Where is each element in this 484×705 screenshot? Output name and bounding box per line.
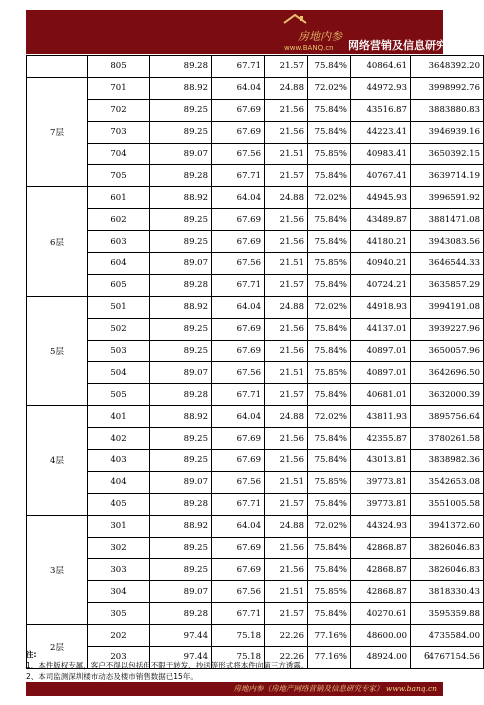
unit-price-cell: 42868.87: [351, 581, 411, 603]
header-title: 网络营销及信息研究专家: [348, 39, 469, 52]
total-price-cell: 4735584.00: [411, 625, 484, 647]
shared-area-cell: 21.51: [265, 581, 308, 603]
area-cell: 89.28: [150, 56, 212, 78]
unit-price-cell: 42355.87: [351, 428, 411, 450]
notes-section: [26, 649, 443, 681]
inner-area-cell: 67.56: [212, 581, 265, 603]
shared-area-cell: 22.26: [265, 647, 308, 669]
total-price-cell: 3826046.83: [411, 537, 484, 559]
total-price-cell: 3650057.96: [411, 340, 484, 362]
shared-area-cell: 21.56: [265, 559, 308, 581]
floor-cell: 6层: [27, 187, 88, 296]
ratio-cell: 75.84%: [308, 209, 351, 231]
area-cell: 89.07: [150, 581, 212, 603]
shared-area-cell: 21.56: [265, 231, 308, 253]
inner-area-cell: 64.04: [212, 77, 265, 99]
area-cell: 89.25: [150, 428, 212, 450]
area-cell: 89.25: [150, 99, 212, 121]
total-price-cell: 3826046.83: [411, 559, 484, 581]
total-price-cell: 3883880.83: [411, 99, 484, 121]
shared-area-cell: 21.56: [265, 450, 308, 472]
unit-price-cell: 40724.21: [351, 274, 411, 296]
unit-price-cell: 39773.81: [351, 471, 411, 493]
ratio-cell: 72.02%: [308, 515, 351, 537]
inner-area-cell: 67.56: [212, 471, 265, 493]
table-row: [27, 384, 484, 406]
total-price-cell: 3780261.58: [411, 428, 484, 450]
ratio-cell: 77.16%: [308, 647, 351, 669]
table-row: [27, 231, 484, 253]
ratio-cell: 75.85%: [308, 253, 351, 275]
table-row: [27, 143, 484, 165]
unit-sales-table: [26, 55, 484, 669]
ratio-cell: 72.02%: [308, 187, 351, 209]
area-cell: 89.28: [150, 165, 212, 187]
shared-area-cell: 24.88: [265, 296, 308, 318]
floor-cell: 2层: [27, 625, 88, 669]
ratio-cell: 75.84%: [308, 165, 351, 187]
table-row: [27, 318, 484, 340]
unit-cell: 304: [88, 581, 150, 603]
ratio-cell: 75.84%: [308, 340, 351, 362]
total-price-cell: 3642696.50: [411, 362, 484, 384]
unit-cell: 202: [88, 625, 150, 647]
table-row: [27, 362, 484, 384]
ratio-cell: 75.84%: [308, 450, 351, 472]
floor-cell: 3层: [27, 515, 88, 624]
page-footer: [26, 682, 443, 696]
shared-area-cell: 21.56: [265, 537, 308, 559]
inner-area-cell: 67.69: [212, 559, 265, 581]
area-cell: 97.44: [150, 625, 212, 647]
unit-cell: 503: [88, 340, 150, 362]
table-row: [27, 581, 484, 603]
inner-area-cell: 67.71: [212, 56, 265, 78]
ratio-cell: 75.85%: [308, 581, 351, 603]
area-cell: 88.92: [150, 77, 212, 99]
inner-area-cell: 67.69: [212, 318, 265, 340]
inner-area-cell: 67.56: [212, 253, 265, 275]
unit-price-cell: 40270.61: [351, 603, 411, 625]
floor-cell: [27, 56, 88, 78]
inner-area-cell: 64.04: [212, 187, 265, 209]
area-cell: 89.25: [150, 209, 212, 231]
table-row: [27, 274, 484, 296]
area-cell: 88.92: [150, 515, 212, 537]
inner-area-cell: 67.69: [212, 340, 265, 362]
area-cell: 88.92: [150, 406, 212, 428]
ratio-cell: 75.84%: [308, 493, 351, 515]
table-row: [27, 99, 484, 121]
table-row: [27, 209, 484, 231]
total-price-cell: 3996591.92: [411, 187, 484, 209]
total-price-cell: 3646544.33: [411, 253, 484, 275]
table-row: [27, 471, 484, 493]
table-row: [27, 165, 484, 187]
unit-cell: 305: [88, 603, 150, 625]
unit-price-cell: 48924.00: [351, 647, 411, 669]
unit-price-cell: 44972.93: [351, 77, 411, 99]
inner-area-cell: 67.69: [212, 121, 265, 143]
total-price-cell: 3998992.76: [411, 77, 484, 99]
area-cell: 97.44: [150, 647, 212, 669]
inner-area-cell: 67.71: [212, 274, 265, 296]
shared-area-cell: 21.57: [265, 493, 308, 515]
unit-cell: 502: [88, 318, 150, 340]
unit-price-cell: 39773.81: [351, 493, 411, 515]
table-row: [27, 187, 484, 209]
unit-price-cell: 42868.87: [351, 559, 411, 581]
table-row: [27, 340, 484, 362]
table-row: [27, 406, 484, 428]
unit-price-cell: 40681.01: [351, 384, 411, 406]
unit-cell: 605: [88, 274, 150, 296]
unit-cell: 301: [88, 515, 150, 537]
shared-area-cell: 21.51: [265, 471, 308, 493]
shared-area-cell: 21.56: [265, 209, 308, 231]
ratio-cell: 75.84%: [308, 428, 351, 450]
unit-price-cell: 42868.87: [351, 537, 411, 559]
inner-area-cell: 64.04: [212, 296, 265, 318]
unit-cell: 302: [88, 537, 150, 559]
shared-area-cell: 21.57: [265, 274, 308, 296]
unit-cell: 701: [88, 77, 150, 99]
unit-cell: 404: [88, 471, 150, 493]
shared-area-cell: 21.56: [265, 121, 308, 143]
table-body: [27, 56, 484, 669]
area-cell: 89.07: [150, 362, 212, 384]
shared-area-cell: 21.57: [265, 56, 308, 78]
inner-area-cell: 67.69: [212, 99, 265, 121]
inner-area-cell: 75.18: [212, 625, 265, 647]
shared-area-cell: 24.88: [265, 187, 308, 209]
unit-price-cell: 48600.00: [351, 625, 411, 647]
unit-cell: 705: [88, 165, 150, 187]
inner-area-cell: 64.04: [212, 515, 265, 537]
ratio-cell: 75.84%: [308, 121, 351, 143]
shared-area-cell: 21.57: [265, 603, 308, 625]
footer-text: 房地内参（房地产网络营销及信息研究专家） www.banq.cn: [233, 684, 437, 693]
unit-price-cell: 40767.41: [351, 165, 411, 187]
unit-price-cell: 40897.01: [351, 362, 411, 384]
unit-cell: 403: [88, 450, 150, 472]
unit-price-cell: 40983.41: [351, 143, 411, 165]
unit-price-cell: 44945.93: [351, 187, 411, 209]
area-cell: 89.07: [150, 143, 212, 165]
unit-cell: 805: [88, 56, 150, 78]
total-price-cell: 4767154.56: [411, 647, 484, 669]
ratio-cell: 72.02%: [308, 77, 351, 99]
unit-price-cell: 44137.01: [351, 318, 411, 340]
inner-area-cell: 67.56: [212, 143, 265, 165]
inner-area-cell: 67.71: [212, 603, 265, 625]
table-row: [27, 537, 484, 559]
shared-area-cell: 24.88: [265, 77, 308, 99]
ratio-cell: 77.16%: [308, 625, 351, 647]
unit-cell: 405: [88, 493, 150, 515]
inner-area-cell: 75.18: [212, 647, 265, 669]
floor-cell: 7层: [27, 77, 88, 186]
ratio-cell: 75.84%: [308, 56, 351, 78]
total-price-cell: 3943083.56: [411, 231, 484, 253]
ratio-cell: 75.84%: [308, 274, 351, 296]
inner-area-cell: 67.71: [212, 384, 265, 406]
inner-area-cell: 67.69: [212, 209, 265, 231]
logo-text: 房地内参: [298, 30, 342, 43]
total-price-cell: 3632000.39: [411, 384, 484, 406]
ratio-cell: 75.85%: [308, 143, 351, 165]
total-price-cell: 3994191.08: [411, 296, 484, 318]
inner-area-cell: 67.69: [212, 450, 265, 472]
total-price-cell: 3648392.20: [411, 56, 484, 78]
total-price-cell: 3639714.19: [411, 165, 484, 187]
table-row: [27, 428, 484, 450]
shared-area-cell: 24.88: [265, 406, 308, 428]
inner-area-cell: 67.69: [212, 428, 265, 450]
unit-price-cell: 44324.93: [351, 515, 411, 537]
area-cell: 89.07: [150, 253, 212, 275]
inner-area-cell: 64.04: [212, 406, 265, 428]
notes-label: 注:: [26, 650, 37, 659]
ratio-cell: 72.02%: [308, 406, 351, 428]
inner-area-cell: 67.71: [212, 165, 265, 187]
area-cell: 89.28: [150, 274, 212, 296]
unit-price-cell: 43811.93: [351, 406, 411, 428]
shared-area-cell: 21.57: [265, 165, 308, 187]
table-row: [27, 77, 484, 99]
unit-cell: 704: [88, 143, 150, 165]
area-cell: 89.25: [150, 537, 212, 559]
unit-price-cell: 40864.61: [351, 56, 411, 78]
table-row: [27, 515, 484, 537]
total-price-cell: 3818330.43: [411, 581, 484, 603]
unit-cell: 504: [88, 362, 150, 384]
unit-cell: 702: [88, 99, 150, 121]
total-price-cell: 3946939.16: [411, 121, 484, 143]
table-row: [27, 450, 484, 472]
unit-cell: 402: [88, 428, 150, 450]
area-cell: 88.92: [150, 296, 212, 318]
inner-area-cell: 67.69: [212, 231, 265, 253]
area-cell: 89.25: [150, 450, 212, 472]
shared-area-cell: 21.51: [265, 143, 308, 165]
unit-price-cell: 43013.81: [351, 450, 411, 472]
floor-cell: 4层: [27, 406, 88, 515]
area-cell: 89.25: [150, 231, 212, 253]
unit-cell: 505: [88, 384, 150, 406]
total-price-cell: 3941372.60: [411, 515, 484, 537]
shared-area-cell: 24.88: [265, 515, 308, 537]
total-price-cell: 3895756.64: [411, 406, 484, 428]
shared-area-cell: 21.51: [265, 362, 308, 384]
note-line-2: 2、本司监测深圳楼市动态及楼市销售数据已15年。: [26, 672, 198, 681]
shared-area-cell: 21.51: [265, 253, 308, 275]
unit-price-cell: 40940.21: [351, 253, 411, 275]
inner-area-cell: 67.69: [212, 537, 265, 559]
total-price-cell: 3551005.58: [411, 493, 484, 515]
unit-cell: 601: [88, 187, 150, 209]
ratio-cell: 75.85%: [308, 362, 351, 384]
shared-area-cell: 21.56: [265, 340, 308, 362]
unit-cell: 604: [88, 253, 150, 275]
area-cell: 89.28: [150, 603, 212, 625]
area-cell: 89.28: [150, 493, 212, 515]
total-price-cell: 3939227.96: [411, 318, 484, 340]
table-row: [27, 121, 484, 143]
area-cell: 89.28: [150, 384, 212, 406]
ratio-cell: 75.85%: [308, 471, 351, 493]
unit-price-cell: 43489.87: [351, 209, 411, 231]
shared-area-cell: 21.56: [265, 428, 308, 450]
unit-price-cell: 44918.93: [351, 296, 411, 318]
shared-area-cell: 21.56: [265, 318, 308, 340]
unit-cell: 603: [88, 231, 150, 253]
table-row: [27, 603, 484, 625]
logo-url: www.BANQ.cn: [284, 44, 334, 52]
area-cell: 89.25: [150, 121, 212, 143]
page-header: [26, 10, 469, 54]
unit-cell: 401: [88, 406, 150, 428]
area-cell: 89.25: [150, 318, 212, 340]
total-price-cell: 3650392.15: [411, 143, 484, 165]
total-price-cell: 3881471.08: [411, 209, 484, 231]
unit-price-cell: 43516.87: [351, 99, 411, 121]
shared-area-cell: 22.26: [265, 625, 308, 647]
table-row: [27, 625, 484, 647]
area-cell: 89.25: [150, 559, 212, 581]
inner-area-cell: 67.56: [212, 362, 265, 384]
table-row: [27, 296, 484, 318]
unit-price-cell: 44223.41: [351, 121, 411, 143]
total-price-cell: 3595359.88: [411, 603, 484, 625]
unit-price-cell: 44180.21: [351, 231, 411, 253]
table-row: [27, 493, 484, 515]
page-number: 6: [424, 652, 430, 662]
floor-cell: 5层: [27, 296, 88, 405]
ratio-cell: 75.84%: [308, 537, 351, 559]
table-row: [27, 56, 484, 78]
ratio-cell: 72.02%: [308, 296, 351, 318]
shared-area-cell: 21.56: [265, 99, 308, 121]
unit-cell: 602: [88, 209, 150, 231]
ratio-cell: 75.84%: [308, 384, 351, 406]
ratio-cell: 75.84%: [308, 603, 351, 625]
area-cell: 89.25: [150, 340, 212, 362]
area-cell: 88.92: [150, 187, 212, 209]
ratio-cell: 75.84%: [308, 559, 351, 581]
area-cell: 89.07: [150, 471, 212, 493]
total-price-cell: 3838982.36: [411, 450, 484, 472]
ratio-cell: 75.84%: [308, 318, 351, 340]
unit-price-cell: 40897.01: [351, 340, 411, 362]
note-line-1: 1、本件版权专属，客户不得以包括但不限于转发、抄送等形式将本件向第三方透露。: [26, 661, 309, 670]
ratio-cell: 75.84%: [308, 231, 351, 253]
unit-cell: 703: [88, 121, 150, 143]
unit-cell: 203: [88, 647, 150, 669]
table-row: [27, 253, 484, 275]
ratio-cell: 75.84%: [308, 99, 351, 121]
unit-cell: 303: [88, 559, 150, 581]
unit-cell: 501: [88, 296, 150, 318]
table-row: [27, 559, 484, 581]
total-price-cell: 3635857.29: [411, 274, 484, 296]
inner-area-cell: 67.71: [212, 493, 265, 515]
total-price-cell: 3542653.08: [411, 471, 484, 493]
shared-area-cell: 21.57: [265, 384, 308, 406]
